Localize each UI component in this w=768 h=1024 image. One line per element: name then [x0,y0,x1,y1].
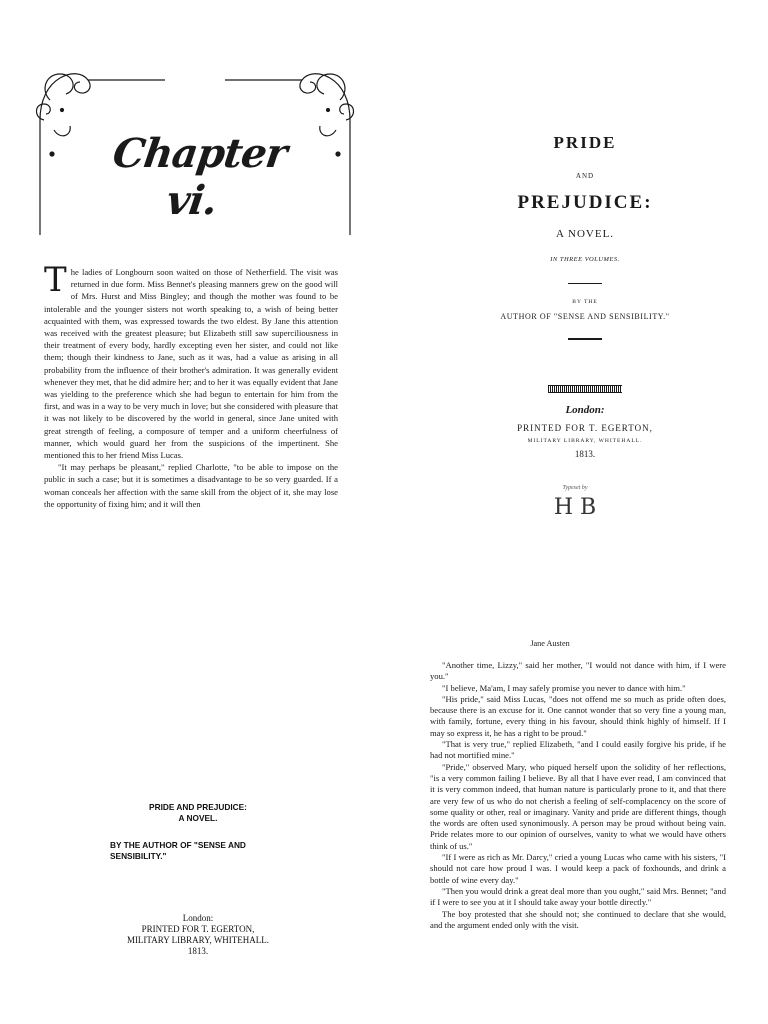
imprint-printer: PRINTED FOR T. EGERTON, [517,423,653,433]
imprint-library: MILITARY LIBRARY, WHITEHALL. [527,438,643,444]
continued-paragraph: "If I were as rich as Mr. Darcy," cried a young Lucas who came with his sisters, "I should not care how proud I was. I would keep a pack of foxhounds, and drink a bottle of wine every day." [430,852,726,885]
typeset-stamp-text: Typeset by [562,485,588,491]
title-novel: A NOVEL. [555,228,615,240]
continued-paragraph: "Another time, Lizzy," said her mother, "I would not dance with him, if I were you." [430,660,726,682]
continued-paragraph: "Then you would drink a great deal more than you ought," said Mrs. Bennet; "and if I were to see you at it I should take away your bottle directly." [430,885,726,908]
title-pride: PRIDE [553,133,617,152]
imprint-london: London: [565,404,605,416]
continued-paragraph: "Pride," observed Mary, who piqued herself upon the solidity of her reflections, "is a very common failing I believe. By all that I have ever read, I am convinced that it is very common indeed, that human nature is particularly prone to it, and that there are very few of us who do not cherish a feeling of self-complacency on the score of some quality or other, real or imaginary. Vanity and pride are different things, though the words are often used synonimously. A person may be proud without being vain. Pride relates more to our opinion of ourselves, vanity to what we would have others think of us." [430,761,726,851]
title-volumes: IN THREE VOLUMES. [550,256,620,263]
plain-title-line: SENSIBILITY." [110,851,167,861]
chapter-title: Chapter vi. [110,130,290,224]
continued-body-text [430,660,726,992]
title-ornament-band [548,385,622,393]
drop-cap: T [44,266,67,300]
chapter-paragraph: The ladies of Longbourn soon waited on those of Netherfield. The visit was returned in due form. Miss Bennet's pleasing manners grew on the good will of Mrs. Hurst and Miss Bingley; and though the mother was found to be intolerable and the younger sisters not worth speaking to, a wish of being better acquainted with them, was expressed towards the two eldest. By Jane this attention was received with the greatest pleasure; but Elizabeth still saw superciliousness in their treatment of every body, hardly excepting even her sister, and could not like them; though their kindness to Jane, such as it was, had a value as arising in all probability from the influence of their brother's admiration. It was generally evident whenever they met, that he did admire her; and to her it was equally evident that Jane was yielding to the preference which she had begun to entertain for him from the first, and was in a way to be very much in love; but she considered with pleasure that it was not likely to be discovered by the world in general, since Jane united with great strength of feeling, a composure of temper and a uniform cheerfulness of manner, which would guard her from the suspicions of the impertinent. She mentioned this to her friend Miss Lucas. [44,266,338,461]
continued-paragraph: "I believe, Ma'am, I may safely promise you never to dance with him." [442,682,686,693]
plain-imprint-library: MILITARY LIBRARY, WHITEHALL. [126,935,270,945]
continued-paragraph: "His pride," said Miss Lucas, "does not offend me so much as pride often does, because there is an excuse for it. One cannot wonder that so very fine a young man, with family, fortune, every thing in his favour, should think highly of himself. If I may so express it, he has a right to be proud." [430,693,726,738]
title-by: BY THE [572,299,598,305]
plain-title-line: PRIDE AND PREJUDICE: [149,802,247,812]
continued-paragraph: The boy protested that she should not; she continued to declare that she would, and the argument ended only with the visit. [430,908,726,930]
running-head: Jane Austen [530,639,570,648]
plain-imprint-year: 1813. [187,946,209,956]
title-prejudice: PREJUDICE: [517,192,653,213]
plain-title-line: A NOVEL. [178,813,218,823]
chapter-body-text [44,266,338,536]
chapter-paragraph: "It may perhaps be pleasant," replied Charlotte, "to be able to impose on the public in such a case; but it is sometimes a disadvantage to be so very guarded. If a woman conceals her affection with the same skill from the object of it, she may lose the opportunity of fixing him; and it will then [44,462,338,509]
title-author-line: AUTHOR OF "SENSE AND SENSIBILITY." [500,312,670,321]
title-and: AND [575,172,595,180]
imprint-year: 1813. [574,449,596,459]
plain-title-line: BY THE AUTHOR OF "SENSE AND [110,840,246,850]
title-rule-ornament [568,338,602,340]
title-rule [568,283,602,284]
plain-imprint-london: London: [182,913,214,923]
continued-paragraph: "That is very true," replied Elizabeth, "and I could easily forgive his pride, if he had not mortified mine." [430,739,726,761]
plain-imprint-printer: PRINTED FOR T. EGERTON, [141,924,255,934]
typeset-monogram: H B [553,495,597,520]
